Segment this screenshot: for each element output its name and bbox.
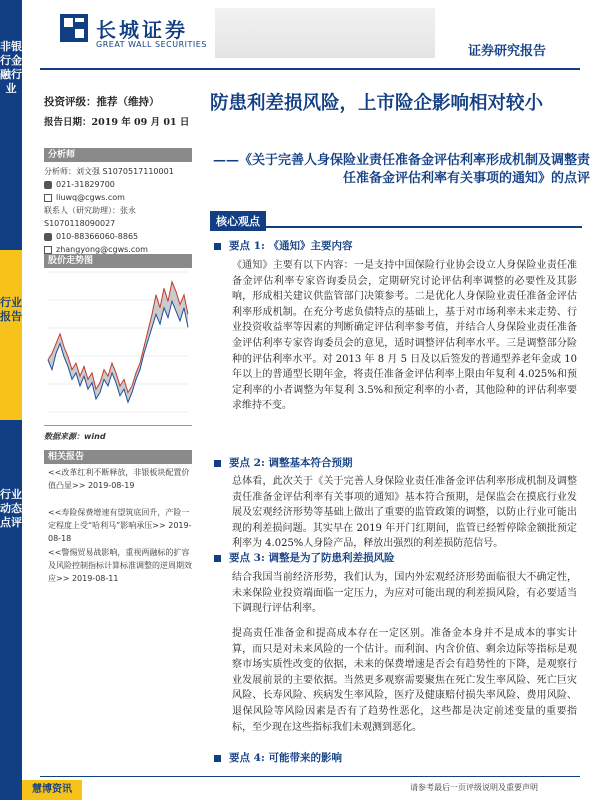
point-3-paragraph-1: 结合我国当前经济形势，我们认为，国内外宏观经济形势面临很大不确定性，未来保险业投资端面临一定压力，为应对可能出现的利差损风险，有必要适当下调现行评估利率。 (232, 572, 577, 615)
core-view-header: 核心观点 (210, 210, 582, 228)
bullet-square-icon (214, 243, 221, 250)
contact-name: 联系人（研究助理）：张永 S1070118090027 (44, 206, 136, 228)
mail-icon (44, 246, 52, 254)
point-1-heading: 要点 1: 《通知》主要内容 (214, 238, 353, 253)
rating-label: 投资评级：推荐（维持） (44, 96, 160, 108)
header-divider (40, 68, 580, 70)
mail-icon (44, 194, 52, 202)
chart-section-header: 股价走势图 (44, 254, 192, 268)
phone-icon (44, 181, 52, 189)
sidebar-type-label: 行业动态点评 (0, 488, 22, 529)
phone-icon (44, 233, 52, 241)
logo-icon (60, 14, 88, 42)
report-title: 防患利差损风险，上市险企影响相对较小 (210, 93, 544, 114)
analyst-info (44, 165, 194, 256)
report-type-label: 证券研究报告 (468, 44, 547, 59)
brand-name: 长城证券 (96, 18, 188, 42)
footer-disclaimer: 请参考最后一页评级说明及重要声明 (410, 783, 538, 792)
stock-chart-svg (44, 268, 192, 418)
contact-email[interactable]: zhangyong@cgws.com (44, 243, 194, 256)
chart-source: 数据来源：wind (44, 432, 106, 441)
header-great-wall-image (215, 8, 435, 58)
sidebar-industry-label: 非银行金融行业 (0, 40, 22, 95)
sidebar-report-label: 行业报告 (0, 250, 22, 420)
point-2-paragraph: 总体看，此次关于《关于完善人身保险业责任准备金评估利率形成机制及调整责任准备金评估利率有关事项的通知》基本符合预期，是保监会在摸底行业发展及宏观经济形势等基础上做出了重要的监管政策的调整，以防止行业可能出现的利差损问题。其实早在 2019 年开门红期间，监管已经暂停除金额批预定利率为 4.025%人身险产品，释放出强烈的利差损防范信号。 (232, 476, 577, 550)
report-subtitle: ——《关于完善人身保险业责任准备金评估利率形成机制及调整责任准备金评估利率有关事项的通知》的点评 (212, 153, 590, 186)
related-reports-header: 相关报告 (44, 450, 192, 464)
analyst-phone: 021-31829700 (44, 178, 194, 191)
sidebar-band (0, 0, 22, 800)
analyst-name: 分析师：刘文强 S1070517110001 (44, 167, 174, 176)
stock-chart (44, 268, 192, 426)
point-3-paragraph-2: 提高责任准备金和提高成本存在一定区别。准备金本身并不是成本的事实计算，而只是对未来风险的一个估计。而利润、内含价值、剩余边际等指标是观察市场实质性改变的依据，未来的保费增速是否会有趋势性的下降，是观察行业发展前景的主要依据。当然更多观察需要聚焦在死亡发生率风险、死亡巨灾风险、长寿风险、疾病发生率风险，医疗及健康赔付损失率风险、费用风险、退保风险等风险因素是否有了趋势性恶化，这些都是决定前述变量的重要指标，至少现在这些指标我们未观测到恶化。 (232, 628, 577, 733)
related-report-2[interactable]: <<寿险保费增速有望筑底回升，产险一定程度上受“哈利马”影响承压>> 2019-08-18 (48, 508, 192, 543)
point-4-heading: 要点 4: 可能带来的影响 (214, 750, 342, 765)
analyst-section-header: 分析师 (44, 148, 192, 162)
related-report-3[interactable]: <<警惕贸易战影响，重视两融标的扩容及风险控制指标计算标准调整的逆周期效应>> 2019-08-11 (48, 548, 192, 583)
bullet-square-icon (214, 460, 221, 467)
point-2-heading: 要点 2: 调整基本符合预期 (214, 455, 353, 470)
bullet-square-icon (214, 755, 221, 762)
point-3-heading: 要点 3: 调整是为了防患利差损风险 (214, 550, 395, 565)
analyst-email[interactable]: liuwq@cgws.com (44, 191, 194, 204)
bullet-square-icon (214, 555, 221, 562)
report-date: 报告日期：2019 年 09 月 01 日 (44, 117, 190, 128)
point-1-paragraph: 《通知》主要有以下内容：一是支持中国保险行业协会设立人身保险业责任准备金评估利率专家咨询委员会，定期研究讨论评估利率调整的必要性及其影响，形成相关建议供监管部门决策参考。二是优化人身保险业责任准备金评估利率形成机制。在充分考虑负债特点的基础上，基于对市场利率未来走势、行业投资收益率等因素的判断确定评估利率参考值，并结合人身保险业责任准备金评估利率专家咨询委员会的意见，适时调整评估利率水平。三是调整部分险种的评估利率水平。对 2013 年 8 月 5 日及以后签发的普通型养老年金或 10 年以上的普通型长期年金，将责任准备金评估利率上限由年复利 4.025%和预定利率的小者调整为年复利 3.5%和预定利率的小者，其他险种的评估利率要求维持不变。 (232, 260, 577, 412)
brand-name-en: GREAT WALL SECURITIES (96, 40, 207, 49)
footer-watermark: 慧博资讯 (22, 780, 82, 800)
chart-series-line-2 (48, 282, 188, 393)
related-report-1[interactable]: <<改革红利不断释放，非银板块配置价值凸显>> 2019-08-19 (48, 468, 190, 490)
contact-phone: 010-88366060-8865 (44, 230, 194, 243)
footer-divider (40, 776, 580, 777)
